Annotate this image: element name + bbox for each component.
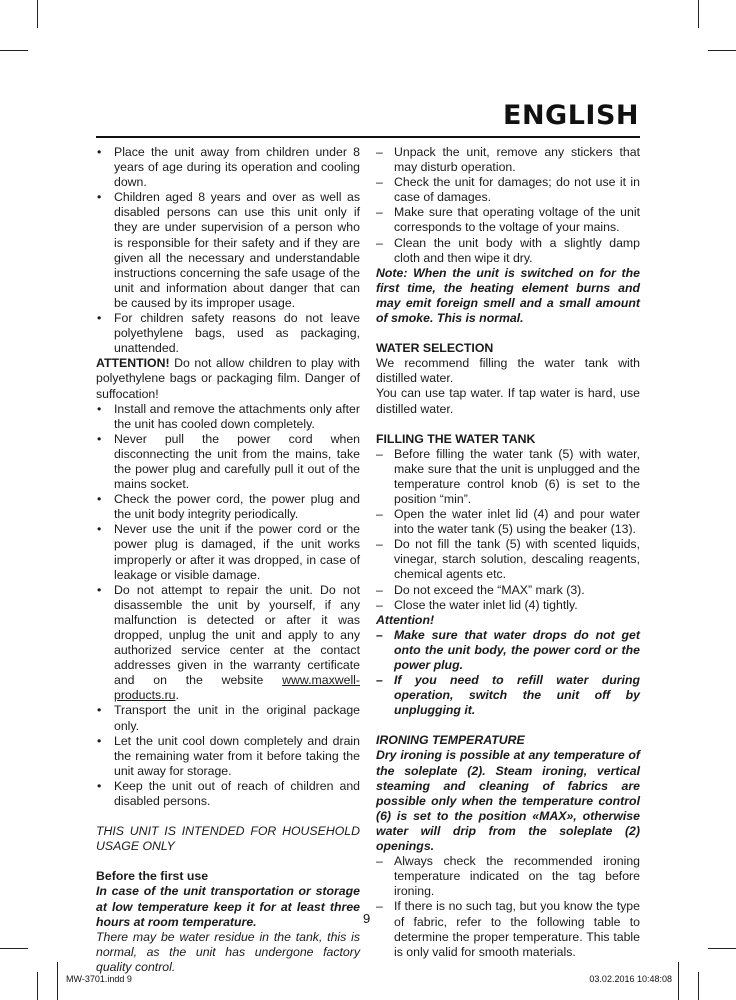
- crop-mark: [37, 972, 38, 1000]
- water-selection-title: WATER SELECTION: [376, 341, 494, 356]
- list-item: • Check the power cord, the power plug and the unit body integrity periodically.: [97, 492, 360, 522]
- list-item: – Close the water inlet lid (4) tightly.: [376, 597, 578, 612]
- list-item: – Check the unit for damages; do not use it in case of damages.: [376, 175, 640, 205]
- footer-file: MW-3701.indd 9: [66, 974, 132, 984]
- before-first-use-title: Before the first use: [96, 869, 209, 884]
- water-selection-text: We recommend filling the water tank with distilled water.: [376, 356, 640, 386]
- header-rule: [96, 136, 640, 138]
- crop-mark: [708, 50, 736, 51]
- list-item: • Never use the unit if the power cord or the power plug is damaged, if the unit works improperly or after it was dropped, in case of leakage or visible damage.: [97, 522, 360, 582]
- crop-mark: [698, 972, 699, 1000]
- ironing-temperature-title: IRONING TEMPERATURE: [376, 733, 525, 748]
- list-item: – Do not exceed the “MAX” mark (3).: [376, 582, 585, 597]
- list-item: – Clean the unit body with a slightly damp cloth and then wipe it dry.: [376, 235, 640, 265]
- filling-tank-title: FILLING THE WATER TANK: [376, 431, 536, 446]
- list-item: – Do not fill the tank (5) with scented liquids, vinegar, starch solution, descaling reagents, chemical agents etc.: [376, 537, 640, 582]
- list-item: • Do not attempt to repair the unit. Do not disassemble the unit by yourself, if any malfunction is detected or after it was dropped, unplug the unit and apply to any authorized service center at the contact addresses given in the warranty certificate and on the website www.maxwell-products.ru.: [97, 582, 360, 703]
- before-first-use-warning: In case of the unit transportation or storage at low temperature keep it for at least three hours at room temperature.: [96, 884, 360, 929]
- list-item: – Make sure that water drops do not get onto the unit body, the power cord or the power plug.: [376, 627, 640, 672]
- list-item: • Children aged 8 years and over as well as disabled persons can use this unit only if they are under supervision of a person who is responsible for their safety and if they are given all the necessary and understandable instructions concerning the safe usage of the unit and information about danger that can be caused by its improper usage.: [97, 190, 360, 310]
- first-use-note: Note: When the unit is switched on for the first time, the heating element burns and may emit foreign smell and a small amount of smoke. This is normal.: [376, 265, 640, 326]
- list-item: • Let the unit cool down completely and drain the remaining water from it before taking the unit away for storage.: [97, 733, 360, 778]
- language-heading: ENGLISH: [503, 100, 639, 131]
- before-first-use-note: There may be water residue in the tank, this is normal, as the unit has undergone factory quality control.: [96, 929, 360, 974]
- crop-mark: [698, 0, 699, 28]
- water-selection-text: You can use tap water. If tap water is hard, use distilled water.: [376, 386, 640, 416]
- list-item: – Before filling the water tank (5) with water, make sure that the unit is unplugged and the temperature control knob (6) is set to the position “min”.: [376, 446, 640, 506]
- attention-paragraph: ATTENTION! Do not allow children to play with polyethylene bags or packaging film. Danger of suffocation!: [96, 356, 360, 401]
- crop-mark: [678, 962, 679, 1000]
- list-item: – If there is no such tag, but you know the type of fabric, refer to the following table to determine the proper temperature. This table is only valid for smooth materials.: [376, 899, 640, 959]
- list-item: • For children safety reasons do not leave polyethylene bags, used as packaging, unattended.: [97, 311, 360, 356]
- crop-mark: [708, 948, 736, 949]
- crop-mark: [57, 962, 58, 1000]
- list-item: – Open the water inlet lid (4) and pour water into the water tank (5) using the beaker (13).: [376, 507, 640, 537]
- list-item: • Place the unit away from children under 8 years of age during its operation and cooling down.: [97, 145, 360, 190]
- list-item: • Keep the unit out of reach of children and disabled persons.: [97, 778, 360, 809]
- household-notice: THIS UNIT IS INTENDED FOR HOUSEHOLD USAGE ONLY: [96, 824, 360, 854]
- list-item: • Never pull the power cord when disconnecting the unit from the mains, take the power plug and carefully pull it out of the mains socket.: [97, 431, 360, 492]
- page-number: 9: [363, 911, 371, 926]
- list-item: • Install and remove the attachments only after the unit has cooled down completely.: [97, 401, 360, 431]
- crop-mark: [37, 0, 38, 28]
- list-item: – Unpack the unit, remove any stickers that may disturb operation.: [376, 145, 640, 175]
- list-item: • Transport the unit in the original package only.: [97, 703, 360, 733]
- ironing-temperature-text: Dry ironing is possible at any temperature of the soleplate (2). Steam ironing, vertical steaming and cleaning of fabrics are possible only when the temperature control (6) is set to the position «MAX», otherwise water will drip from the soleplate (2) openings.: [376, 748, 640, 854]
- attention-label: Attention!: [376, 612, 435, 627]
- footer-date: 03.02.2016 10:48:08: [589, 974, 672, 984]
- crop-mark: [0, 50, 28, 51]
- crop-mark: [0, 948, 28, 949]
- list-item: – Make sure that operating voltage of the unit corresponds to the voltage of your mains.: [376, 205, 640, 235]
- website-link[interactable]: www.maxwell-products.ru: [114, 673, 360, 703]
- right-column: [376, 145, 640, 960]
- list-item: – Always check the recommended ironing temperature indicated on the tag before ironing.: [376, 854, 640, 899]
- list-item: – If you need to refill water during operation, switch the unit off by unplugging it.: [376, 673, 640, 718]
- left-column: [96, 145, 360, 975]
